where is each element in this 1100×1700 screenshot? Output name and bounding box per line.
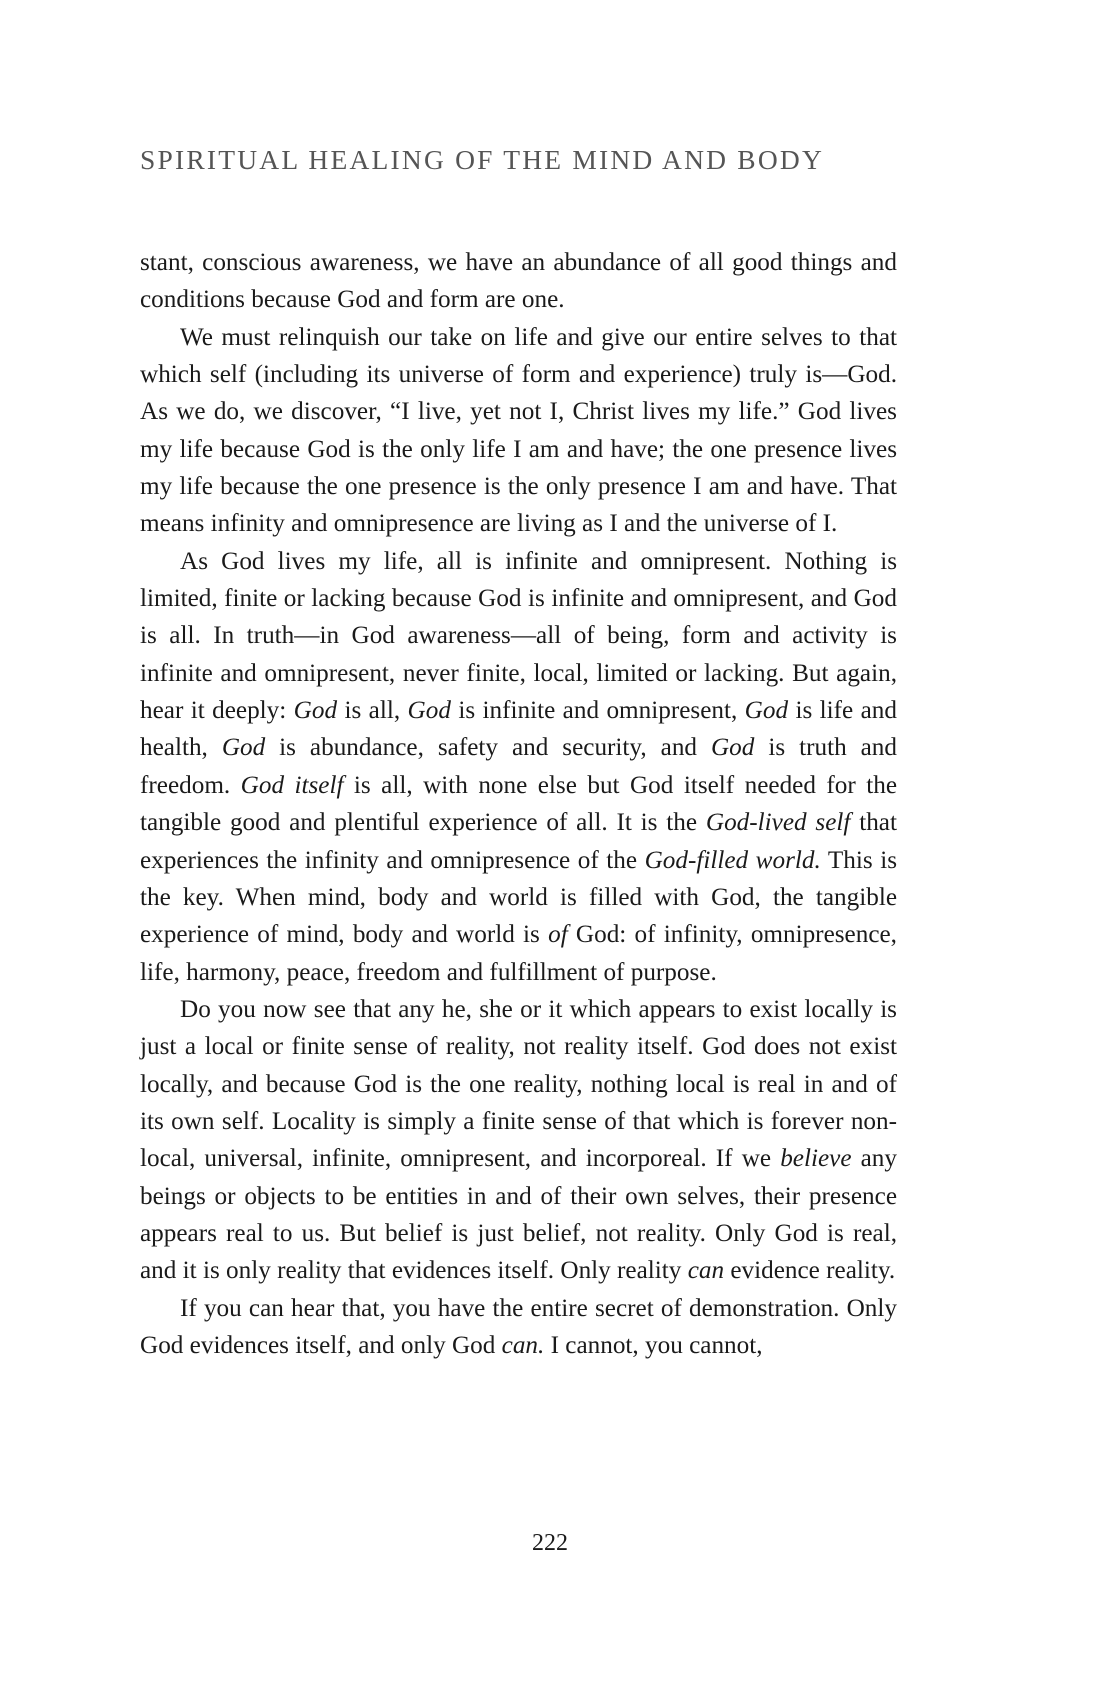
paragraph: stant, conscious awareness, we have an abundance of all good things and conditions because God and form are one. [140,249,897,314]
running-head: SPIRITUAL HEALING OF THE MIND AND BODY [140,144,825,175]
paragraph: Do you now see that any he, she or it which appears to exist locally is just a local or finite sense of reality, not reality itself. God does not exist locally, and because God is the one reality, nothing local is real in and of its own self. Locality is simply a finite sense of that which is forever non-local, universal, infinite, omnipresent, and incorporeal. If we believe any beings or objects to be entities in and of their own selves, their presence appears real to us. But belief is just belief, not reality. Only God is real, and it is only reality that evidences itself. Only reality can evidence reality. [140,995,897,1285]
page-number: 222 [532,1530,568,1556]
body-text [140,244,897,1364]
paragraph: We must relinquish our take on life and give our entire selves to that which self (including its universe of form and experience) truly is—God. As we do, we discover, “I live, yet not I, Christ lives my life.” God lives my life because God is the only life I am and have; the one presence lives my life because the one presence is the only presence I am and have. That means infinity and omnipresence are living as I and the universe of I. [140,323,897,538]
paragraph: If you can hear that, you have the entire secret of demonstration. Only God evidences itself, and only God can. I cannot, you cannot, [140,1294,897,1359]
paragraph: As God lives my life, all is infinite and omnipresent. Nothing is limited, finite or lacking because God is infinite and omnipresent, and God is all. In truth—in God awareness—all of being, form and activity is infinite and omnipresent, never finite, local, limited or lacking. But again, hear it deeply: God is all, God is infinite and omnipresent, God is life and health, God is abundance, safety and security, and God is truth and freedom. God itself is all, with none else but God itself needed for the tangible good and plentiful experience of all. It is the God-lived self that experiences the infinity and omnipresence of the God-filled world. This is the key. When mind, body and world is filled with God, the tangible experience of mind, body and world is of God: of infinity, omnipresence, life, harmony, peace, freedom and fulfillment of purpose. [140,547,897,986]
